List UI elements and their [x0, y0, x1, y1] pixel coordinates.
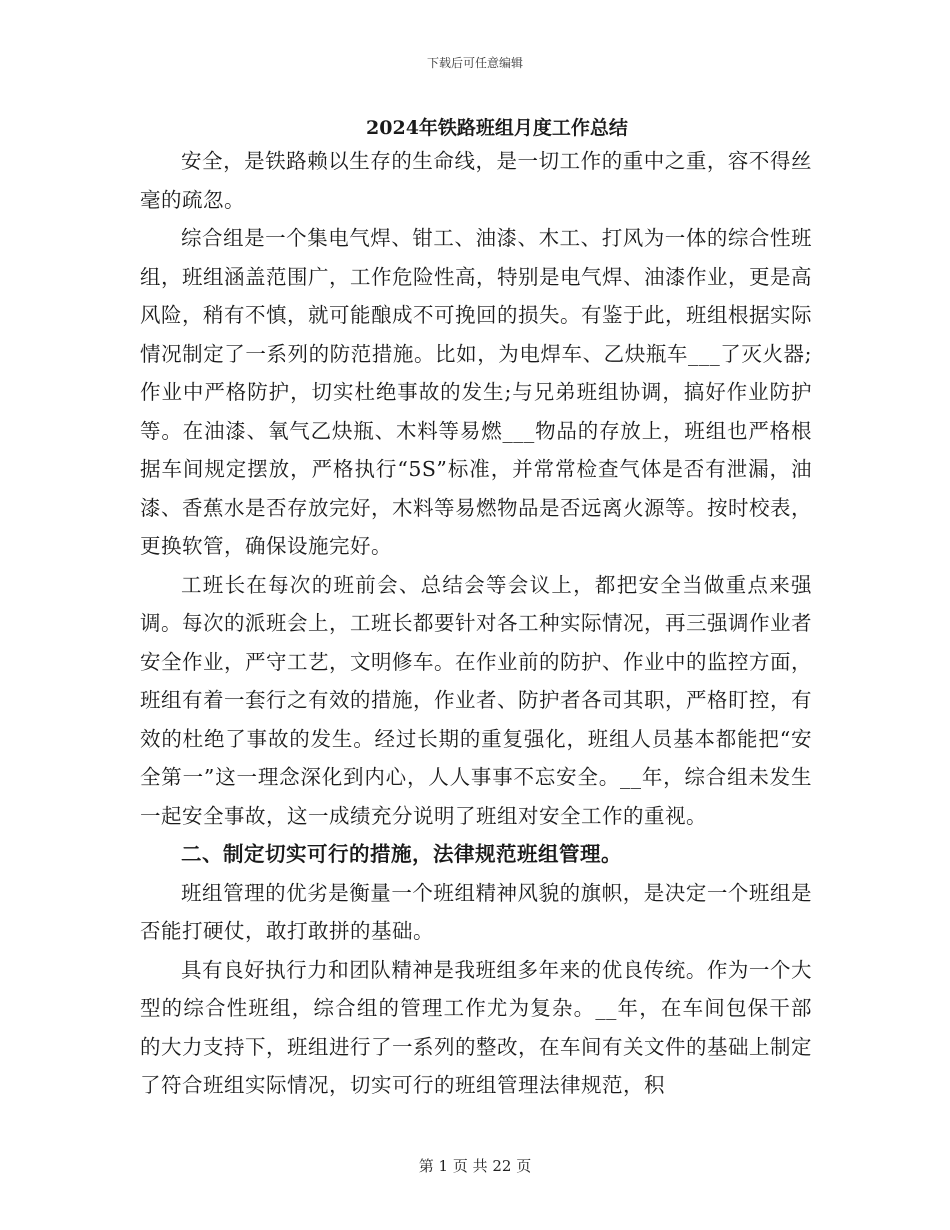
- paragraph: 班组管理的优劣是衡量一个班组精神风貌的旗帜，是决定一个班组是否能打硬仗，敢打敢拼的基础。: [140, 880, 812, 943]
- document-title: 2024年铁路班组月度工作总结: [366, 117, 628, 139]
- paragraph: 综合组是一个集电气焊、钳工、油漆、木工、打风为一体的综合性班组，班组涵盖范围广，工作危险性高，特别是电气焊、油漆作业，更是高风险，稍有不慎，就可能酿成不可挽回的损失。有鉴于此，班组根据实际情况制定了一系列的防范措施。比如，为电焊车、乙炔瓶车___了灭火器;作业中严格防护，切实杜绝事故的发生;与兄弟班组协调，搞好作业防护等。在油漆、氧气乙炔瓶、木料等易燃___物品的存放上，班组也严格根据车间规定摆放，严格执行“5S”标准，并常常检查气体是否有泄漏，油漆、香蕉水是否存放完好，木料等易燃物品是否远离火源等。按时校表，更换软管，确保设施完好。: [140, 226, 812, 558]
- page-header-note: 下载后可任意编辑: [426, 56, 523, 70]
- page-number: 第 1 页 共 22 页: [418, 1157, 532, 1175]
- paragraph: 工班长在每次的班前会、总结会等会议上，都把安全当做重点来强调。每次的派班会上，工班长都要针对各工种实际情况，再三强调作业者安全作业，严守工艺，文明修车。在作业前的防护、作业中的监控方面，班组有着一套行之有效的措施，作业者、防护者各司其职，严格盯控，有效的杜绝了事故的发生。经过长期的重复强化，班组人员基本都能把“安全第一”这一理念深化到内心，人人事事不忘安全。__年，综合组未发生一起安全事故，这一成绩充分说明了班组对安全工作的重视。: [140, 572, 812, 828]
- paragraph: 具有良好执行力和团队精神是我班组多年来的优良传统。作为一个大型的综合性班组，综合组的管理工作尤为复杂。__年，在车间包保干部的大力支持下，班组进行了一系列的整改，在车间有关文件的基础上制定了符合班组实际情况，切实可行的班组管理法律规范，积: [140, 957, 812, 1097]
- document-body: [140, 142, 812, 1105]
- paragraph: 安全，是铁路赖以生存的生命线，是一切工作的重中之重，容不得丝毫的疏忽。: [140, 149, 812, 212]
- section-heading: 二、制定切实可行的措施，法律规范班组管理。: [181, 842, 622, 866]
